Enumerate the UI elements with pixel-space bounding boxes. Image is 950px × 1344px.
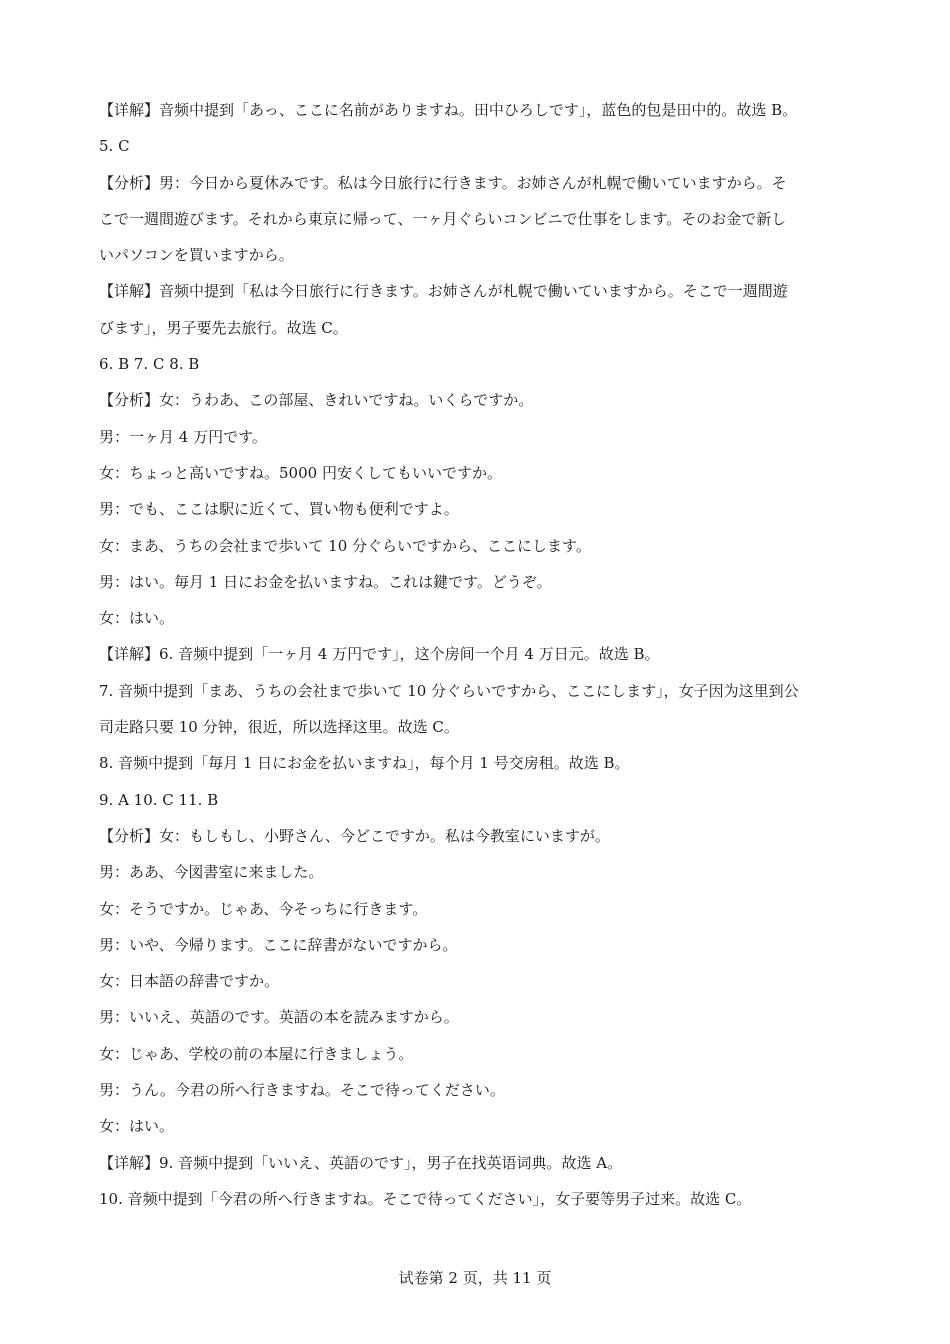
text-line: 【详解】9. 音频中提到「いいえ、英語のです」，男子在找英语词典。故选 A。 bbox=[99, 1153, 623, 1172]
text-line: 女：はい。 bbox=[99, 609, 175, 628]
text-line: 男：うん。今君の所へ行きますね。そこで待ってください。 bbox=[99, 1081, 505, 1100]
text-line: 男：一ヶ月 4 万円です。 bbox=[99, 427, 267, 446]
text-line: 女：ちょっと高いですね。5000 円安くしてもいいですか。 bbox=[99, 463, 502, 482]
text-line: 【详解】6. 音频中提到「一ヶ月 4 万円です」，这个房间一个月 4 万日元。故选 B。 bbox=[99, 645, 660, 664]
text-line: 男：いいえ、英語のです。英語の本を読みますから。 bbox=[99, 1008, 459, 1027]
text-line: 5. C bbox=[99, 137, 130, 156]
text-line: 男：でも、ここは駅に近くて、買い物も便利ですよ。 bbox=[99, 500, 459, 519]
text-line: 【分析】女：うわあ、この部屋、きれいですね。いくらですか。 bbox=[99, 391, 534, 410]
page-footer: 试卷第 2 页，共 11 页 bbox=[398, 1269, 552, 1287]
text-line: こで一週間遊びます。それから東京に帰って、一ヶ月ぐらいコンビニで仕事をします。そのお金で新し bbox=[99, 209, 787, 228]
text-line: 女：まあ、うちの会社まで歩いて 10 分ぐらいですから、ここにします。 bbox=[99, 536, 591, 555]
text-line: 10. 音频中提到「今君の所へ行きますね。そこで待ってください」，女子要等男子过来。故选 C。 bbox=[99, 1189, 752, 1208]
text-line: 9. A 10. C 11. B bbox=[99, 790, 219, 809]
text-line: 女：日本語の辞書ですか。 bbox=[99, 972, 280, 991]
text-line: いパソコンを買いますから。 bbox=[99, 246, 294, 265]
text-line: 男：ああ、今図書室に来ました。 bbox=[99, 863, 324, 882]
text-line: 男：いや、今帰ります。ここに辞書がないですから。 bbox=[99, 935, 458, 954]
text-line: 8. 音频中提到「毎月 1 日にお金を払いますね」，每个月 1 号交房租。故选 B。 bbox=[99, 754, 630, 773]
text-line: 男：はい。毎月 1 日にお金を払いますね。これは鍵です。どうぞ。 bbox=[99, 572, 552, 591]
text-line: 女：そうですか。じゃあ、今そっちに行きます。 bbox=[99, 899, 428, 918]
text-line: 司走路只要 10 分钟，很近，所以选择这里。故选 C。 bbox=[99, 718, 459, 737]
text-line: 【详解】音频中提到「私は今日旅行に行きます。お姉さんが札幌で働いていますから。そこで一週間遊 bbox=[99, 282, 788, 301]
answer-explanations bbox=[99, 92, 859, 1217]
text-line: 【分析】男：今日から夏休みです。私は今日旅行に行きます。お姉さんが札幌で働いていますから。そ bbox=[99, 173, 787, 192]
text-line: 6. B 7. C 8. B bbox=[99, 355, 200, 374]
text-line: びます」，男子要先去旅行。故选 C。 bbox=[99, 318, 348, 337]
text-line: 【分析】女：もしもし、小野さん、今どこですか。私は今教室にいますが。 bbox=[99, 826, 610, 845]
text-line: 7. 音频中提到「まあ、うちの会社まで歩いて 10 分ぐらいですから、ここにします」，女子因为这里到公 bbox=[99, 681, 799, 700]
text-line: 女：じゃあ、学校の前の本屋に行きましょう。 bbox=[99, 1044, 414, 1063]
text-line: 【详解】音频中提到「あっ、ここに名前がありますね。田中ひろしです」，蓝色的包是田中的。故选 B。 bbox=[99, 101, 798, 119]
text-line: 女：はい。 bbox=[99, 1117, 175, 1136]
